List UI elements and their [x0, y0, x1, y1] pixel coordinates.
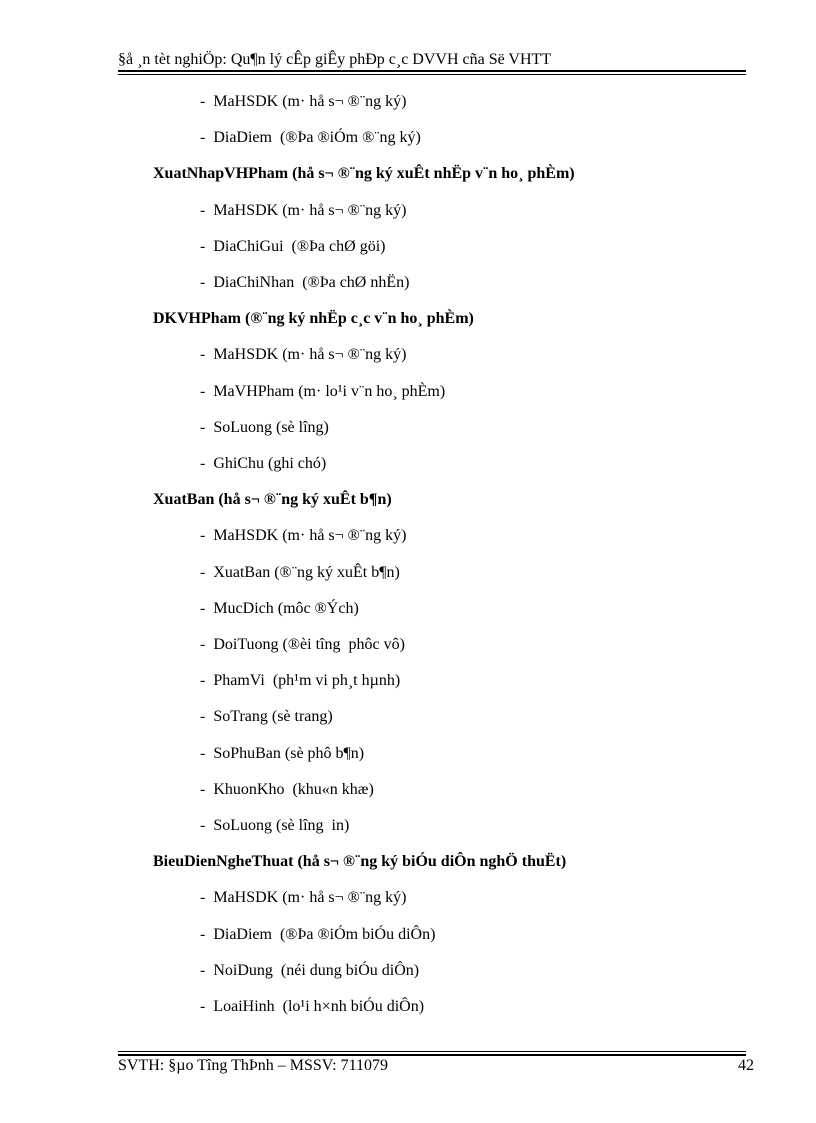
field-list-item — [200, 888, 406, 908]
field-list-item — [200, 563, 400, 583]
section-heading: DKVHPham (®¨ng ký nhËp c¸c v¨n ho¸ phÈm) — [153, 310, 474, 327]
field-text: SoPhuBan (sè phô b¶n) — [213, 745, 365, 762]
field-text: MaHSDK (m· hå s¬ ®¨ng ký) — [213, 889, 407, 906]
bullet-dash: - — [200, 636, 206, 653]
field-text: GhiChu (ghi chó) — [213, 455, 327, 472]
bullet-dash: - — [200, 926, 206, 943]
field-text: SoLuong (sè lîng in) — [213, 817, 350, 834]
field-text: MaHSDK (m· hå s¬ ®¨ng ký) — [213, 346, 407, 363]
bullet-dash: - — [200, 238, 206, 255]
footer-author: SVTH: §µo Tîng ThÞnh – MSSV: 711079 — [118, 1057, 388, 1074]
field-list-item — [200, 382, 445, 402]
section-heading: XuatNhapVHPham (hå s¬ ®¨ng ký xuÊt nhËp v¨n ho¸ phÈm) — [153, 165, 575, 182]
bullet-dash: - — [200, 129, 206, 146]
field-list-item — [200, 237, 385, 257]
bullet-dash: - — [200, 708, 206, 725]
field-text: DiaDiem (®Þa ®iÓm ®¨ng ký) — [213, 129, 421, 146]
bullet-dash: - — [200, 672, 206, 689]
field-list-item — [200, 345, 406, 365]
bullet-dash: - — [200, 274, 206, 291]
bullet-dash: - — [200, 781, 206, 798]
bullet-dash: - — [200, 346, 206, 363]
field-list-item — [200, 816, 349, 836]
page-number: 42 — [738, 1057, 754, 1074]
bullet-dash: - — [200, 962, 206, 979]
field-text: DiaChiGui (®Þa chØ göi) — [213, 238, 386, 255]
field-list-item — [200, 128, 421, 148]
field-text: SoLuong (sè lîng) — [213, 419, 329, 436]
bullet-dash: - — [200, 383, 206, 400]
field-text: MaVHPham (m· lo¹i v¨n ho¸ phÈm) — [213, 383, 446, 400]
section-heading: XuatBan (hå s¬ ®¨ng ký xuÊt b¶n) — [153, 491, 392, 508]
field-list-item — [200, 92, 406, 112]
field-text: XuatBan (®¨ng ký xuÊt b¶n) — [213, 564, 400, 581]
field-text: DiaDiem (®Þa ®iÓm biÓu diÔn) — [213, 926, 436, 943]
bullet-dash: - — [200, 93, 206, 110]
field-text: DiaChiNhan (®Þa chØ nhËn) — [213, 274, 410, 291]
field-list-item — [200, 635, 405, 655]
field-list-item — [200, 454, 326, 474]
field-list-item — [200, 707, 333, 727]
bullet-dash: - — [200, 527, 206, 544]
field-list-item — [200, 997, 424, 1017]
field-text: NoiDung (néi dung biÓu diÔn) — [213, 962, 420, 979]
bullet-dash: - — [200, 455, 206, 472]
bullet-dash: - — [200, 889, 206, 906]
field-text: MaHSDK (m· hå s¬ ®¨ng ký) — [213, 202, 407, 219]
field-list-item — [200, 201, 406, 221]
field-list-item — [200, 418, 329, 438]
footer-rule-thin — [118, 1051, 746, 1052]
field-list-item — [200, 273, 409, 293]
bullet-dash: - — [200, 998, 206, 1015]
field-list-item — [200, 780, 374, 800]
bullet-dash: - — [200, 600, 206, 617]
field-text: DoiTuong (®èi tîng phôc vô) — [213, 636, 405, 653]
bullet-dash: - — [200, 564, 206, 581]
field-text: MaHSDK (m· hå s¬ ®¨ng ký) — [213, 93, 407, 110]
bullet-dash: - — [200, 419, 206, 436]
field-text: KhuonKho (khu«n khæ) — [213, 781, 374, 798]
field-text: MaHSDK (m· hå s¬ ®¨ng ký) — [213, 527, 407, 544]
field-text: SoTrang (sè trang) — [213, 708, 333, 725]
page-header-title: §å ¸n tèt nghiÖp: Qu¶n lý cÊp giÊy phÐp c¸c DVVH cña Së VHTT — [118, 51, 552, 68]
section-heading: BieuDienNgheThuat (hå s¬ ®¨ng ký biÓu diÔn nghÖ thuËt) — [153, 853, 567, 870]
field-text: PhamVi (ph¹m vi ph¸t hµnh) — [213, 672, 401, 689]
header-rule — [118, 70, 746, 72]
field-list-item — [200, 744, 364, 764]
bullet-dash: - — [200, 202, 206, 219]
field-list-item — [200, 526, 406, 546]
header-rule-thin — [118, 74, 746, 75]
field-list-item — [200, 671, 400, 691]
field-list-item — [200, 961, 419, 981]
field-text: MucDich (môc ®Ých) — [213, 600, 359, 617]
field-list-item — [200, 925, 435, 945]
bullet-dash: - — [200, 745, 206, 762]
bullet-dash: - — [200, 817, 206, 834]
field-list-item — [200, 599, 359, 619]
field-text: LoaiHinh (lo¹i h×nh biÓu diÔn) — [213, 998, 425, 1015]
